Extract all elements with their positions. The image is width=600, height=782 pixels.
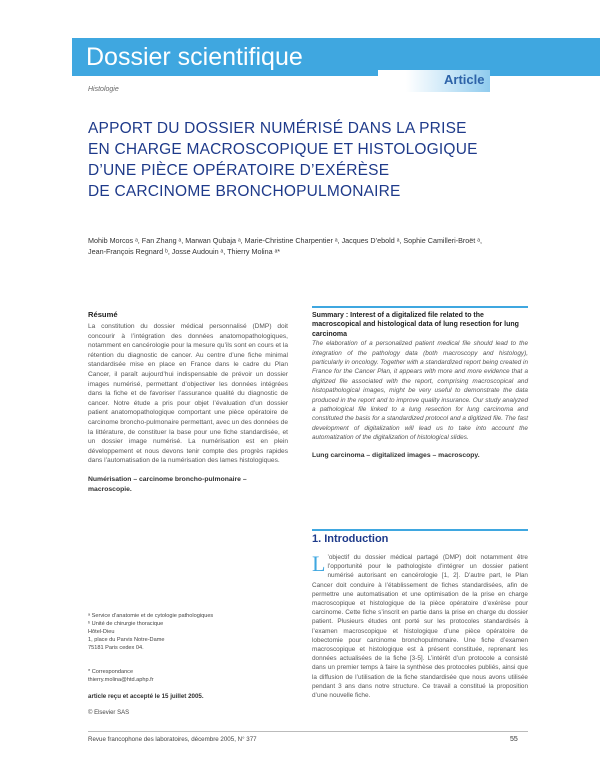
summary-title: Summary : Interest of a digitalized file related to the macroscopical and histological data of lung resection for lung carcinoma [312, 312, 519, 338]
summary-keywords: Lung carcinoma – digitalized images – macroscopy. [312, 451, 480, 459]
affiliation-a: ᵃ Service d’anatomie et de cytologie pathologiques [88, 613, 214, 619]
banner-title: Dossier scientifique [86, 43, 303, 71]
intro-section [312, 553, 528, 700]
article-tag: Article [444, 72, 485, 87]
intro-divider [312, 529, 528, 531]
footer-divider [88, 731, 528, 732]
affiliation-c: Hôtel-Dieu [88, 629, 115, 635]
resume-section [88, 310, 288, 494]
authors-line-1: Mohib Morcos ᵃ, Fan Zhang ᵃ, Marwan Qubaja ᵃ, Marie-Christine Charpentier ᵃ, Jacques D’ebold ᵃ, Sophie Camilleri-Broët ᵃ, [88, 236, 482, 245]
intro-heading: 1. Introduction [312, 533, 389, 545]
affiliation-d: 1, place du Parvis Notre-Dame [88, 637, 165, 643]
title-line-1: APPORT DU DOSSIER NUMÉRISÉ DANS LA PRISE [88, 120, 467, 137]
correspondence-email: thierry.molina@htd.aphp.fr [88, 677, 154, 683]
authors-line-2: Jean-François Regnard ᵇ, Josse Audouin ᵃ, Thierry Molina ᵃ* [88, 247, 281, 256]
received-note: article reçu et accepté le 15 juillet 2005. [88, 693, 204, 700]
resume-keywords: Numérisation – carcinome broncho-pulmonaire – macroscopie. [88, 475, 247, 493]
summary-text: The elaboration of a personalized patient medical file should lead to the integration of the pathology data (both macroscopy and histology), particularly in oncology. Together with a standardized report being created in France for the Cancer Plan, it appears with more and more evidence that a digitized file associated with the report, comprising macroscopical and histopathological images, might be very useful to demonstrate the data produced in the report and to improve quality insurance. Our study analyzed a pathological file linked to a lung resection for lung carcinoma and constituted the basis for a standardized protocol and a digitized file. The fast development of digitalization will lead us to take into account the automatization of the digitalization of histological slides. [312, 340, 528, 442]
affiliation-b: ᵇ Unité de chirurgie thoracique [88, 621, 164, 627]
affiliations [88, 612, 278, 652]
page-number: 55 [510, 736, 518, 743]
title-line-3: D’UNE PIÈCE OPÉRATOIRE D’EXÉRÈSE [88, 162, 390, 179]
copyright: © Elsevier SAS [88, 710, 130, 716]
resume-text: La constitution du dossier médical personnalisé (DMP) doit concourir à l’intégration des données anatomopathologiques, notamment en cancérologie pour la mesure qu’ils sont en cours et la rétention du diagnostic de cancer. Au centre d’une fiche minimal standardisée mise en place en France dans le cadre du Plan Cancer, il paraît aujourd’hui indispensable de prévoir un dossier images numérisé, permettant d’objectiver les données intégrées dans la fiche et de favoriser l’assurance qualité du diagnostic de cancer. Notre étude a pris pour objet l’évaluation d’un dossier patient anatomopathologique comportant une pièce opératoire de carcinome broncho-pulmonaire permettant, avec un des données de la littérature, de constituer la base pour une fiche standardisée, et un dossier image numérisé. La numérisation est en plein développement et nous devons tenir compte des progrès rapides dans l’automatisation de la numérisation des lames histologiques. [88, 323, 288, 465]
journal-citation: Revue francophone des laboratoires, décembre 2005, N° 377 [88, 736, 257, 743]
affiliation-e: 75181 Paris cedex 04. [88, 645, 144, 651]
authors [88, 235, 508, 257]
intro-text: ’objectif du dossier médical partagé (DMP) doit notamment être l’opportunité pour le pathologiste d’intégrer un dossier patient numérisé autorisant en cancérologie [1, 2]. D’autre part, le Plan Cancer doit conduire à l’établissement de fiches standardisées, afin de permettre une automatisation et une optimisation de la prise en charge macroscopique et histologique de la pièce opératoire d’exérèse pour carcinome. Cette fiche s’inscrit en partie dans la prise en charge du dossier patient. Plusieurs études ont porté sur les protocoles standardisés à l’examen macroscopique et histologique d’une pièce opératoire de lobectomie pour carcinome bronchopulmonaire. Une fiche d’examen macroscopique et histologique est à présent constituée, reprenant les données actualisées de la fiche [3-5]. L’intérêt d’un protocole a consisté dans un premier temps à faire la synthèse des protocoles publiés, ainsi que la diffusion de l’utilisation de la fiche standardisée que nous avons utilisée pendant 3 ans dans notre structure. Ce travail a constitué la proposition d’une nouvelle fiche. [312, 554, 528, 700]
correspondence [88, 668, 278, 684]
rubric-label: Histologie [88, 86, 119, 93]
title-line-2: EN CHARGE MACROSCOPIQUE ET HISTOLOGIQUE [88, 141, 478, 158]
article-title [88, 118, 528, 202]
title-line-4: DE CARCINOME BRONCHOPULMONAIRE [88, 183, 401, 200]
correspondence-label: * Correspondance [88, 669, 134, 675]
intro-dropcap: L [312, 551, 326, 576]
resume-heading: Résumé [88, 310, 118, 319]
summary-section [312, 306, 528, 460]
